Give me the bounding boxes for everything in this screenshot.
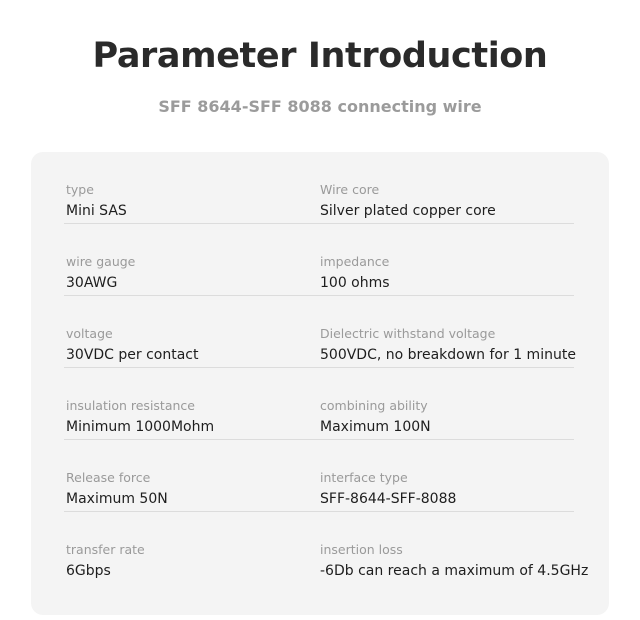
param-value: Minimum 1000Mohm — [66, 419, 215, 435]
param-row — [64, 512, 589, 584]
param-value: 100 ohms — [320, 275, 390, 291]
param-cell — [66, 512, 316, 584]
param-cell — [66, 296, 316, 367]
param-cell — [66, 152, 316, 223]
param-row — [64, 440, 574, 512]
param-cell — [320, 152, 580, 223]
param-row — [64, 296, 574, 368]
param-cell — [320, 296, 580, 367]
param-cell — [66, 224, 316, 295]
param-label: impedance — [320, 254, 390, 269]
param-value: Maximum 100N — [320, 419, 431, 435]
param-label: insertion loss — [320, 542, 403, 557]
param-cell — [320, 224, 580, 295]
page-title: Parameter Introduction — [92, 36, 548, 76]
param-cell — [66, 440, 316, 511]
param-label: Wire core — [320, 182, 380, 197]
param-value: 500VDC, no breakdown for 1 minute — [320, 347, 576, 363]
param-cell — [320, 368, 580, 439]
param-row — [64, 368, 574, 440]
param-value: Silver plated copper core — [320, 203, 496, 219]
parameter-card — [31, 152, 609, 615]
param-label: combining ability — [320, 398, 428, 413]
param-label: voltage — [66, 326, 113, 341]
page-subtitle: SFF 8644-SFF 8088 connecting wire — [158, 97, 482, 116]
param-label: Release force — [66, 470, 151, 485]
param-cell — [320, 512, 589, 584]
param-label: insulation resistance — [66, 398, 195, 413]
param-label: Dielectric withstand voltage — [320, 326, 496, 341]
param-value: Maximum 50N — [66, 491, 168, 507]
param-label: transfer rate — [66, 542, 145, 557]
param-cell — [320, 440, 580, 511]
param-value: Mini SAS — [66, 203, 127, 219]
param-label: type — [66, 182, 94, 197]
param-label: interface type — [320, 470, 408, 485]
param-cell — [66, 368, 316, 439]
param-row — [64, 224, 574, 296]
param-value: SFF-8644-SFF-8088 — [320, 491, 457, 507]
param-row — [64, 152, 574, 224]
param-label: wire gauge — [66, 254, 136, 269]
param-value: 30AWG — [66, 275, 118, 291]
param-value: 6Gbps — [66, 563, 111, 579]
param-value: -6Db can reach a maximum of 4.5GHz — [320, 563, 589, 579]
param-value: 30VDC per contact — [66, 347, 199, 363]
